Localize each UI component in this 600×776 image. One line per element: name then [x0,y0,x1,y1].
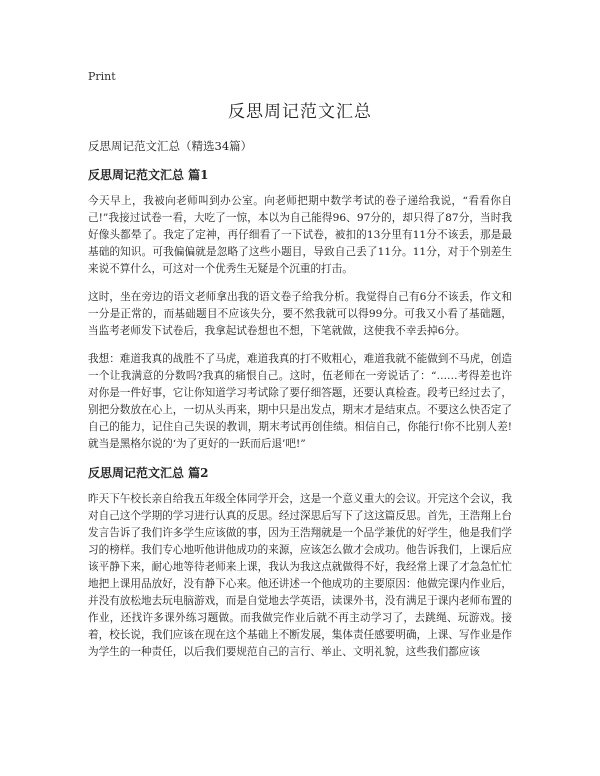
section-heading: 反思周记范文汇总 篇1 [88,168,209,182]
paragraph: 今天早上，我被向老师叫到办公室。向老师把期中数学考试的卷子递给我说，“看看你自己!”我接过试卷一看，大吃了一惊，本以为自己能得96、97分的，却只得了87分，当时我好像头都晕了。我定了定神，再仔细看了一下试卷，被扣的13分里有11分不该丢，那是最基础的知识。可我偏偏就是忽略了这些小题目，导致自己丢了11分。11分，对于个别差生来说不算什么，可这对一个优秀生无疑是个沉重的打击。 [88,195,512,275]
document-title: 反思周记范文汇总 [228,102,372,122]
document-subtitle: 反思周记范文汇总（精选34篇） [88,139,253,153]
section-1 [88,166,512,453]
paragraph: 昨天下午校长亲自给我五年级全体同学开会，这是一个意义重大的会议。开完这个会议，我对自己这个学期的学习进行认真的反思。经过深思后写下了这这篇反思。首先，王浩翔上台发言告诉了我们许多学生应该做的事，因为王浩翔就是一个品学兼优的好学生，他是我们学习的榜样。我们专心地听他讲他成功的来源，应该怎么做才会成功。他告诉我们，上课后应该平静下来，耐心地等待老师来上课，我认为我这点就做得不好，我经常上课了才急急忙忙地把上课用品放好，没有静下心来。他还讲述一个他成功的主要原因：他做完课内作业后，并没有放松地去玩电脑游戏，而是自觉地去学英语，读课外书，没有满足于课内老师布置的作业，还找许多课外练习题做。而我做完作业后就不再主动学习了，去跳绳、玩游戏。接着，校长说，我们应该在现在这个基础上不断发展，集体责任感要明确，上课、写作业是作为学生的一种责任，以后我们要规范自己的言行、举止、文明礼貌，这些我们都应该 [88,493,512,658]
section-2 [88,464,512,661]
section-heading: 反思周记范文汇总 篇2 [88,466,209,480]
paragraph: 我想：难道我真的战胜不了马虎，难道我真的打不败粗心，难道我就不能做到不马虎，创造一个让我满意的分数吗?我真的痛恨自己。这时，伍老师在一旁说话了：“……考得差也许对你是一件好事，它让你知道学习考试除了要仔细答题，还要认真检查。段考已经过去了，别把分数放在心上，一切从头再来，期中只是出发点，期末才是结束点。不要这么快否定了自己的能力，记住自己失误的教训，期末考试再创佳绩。相信自己，你能行!你不比别人差!就当是黑格尔说的‘为了更好的一跃而后退’吧!” [88,353,512,450]
paragraph: 这时，坐在旁边的语文老师拿出我的语文卷子给我分析。我觉得自己有6分不该丢，作文和一分是正常的，而基础题目不应该失分，要不然我就可以得99分。可我又小看了基础题，当监考老师发下试卷后，我拿起试卷想也不想，下笔就做，这使我不幸丢掉6分。 [88,291,512,337]
print-link[interactable]: Print [88,70,116,83]
